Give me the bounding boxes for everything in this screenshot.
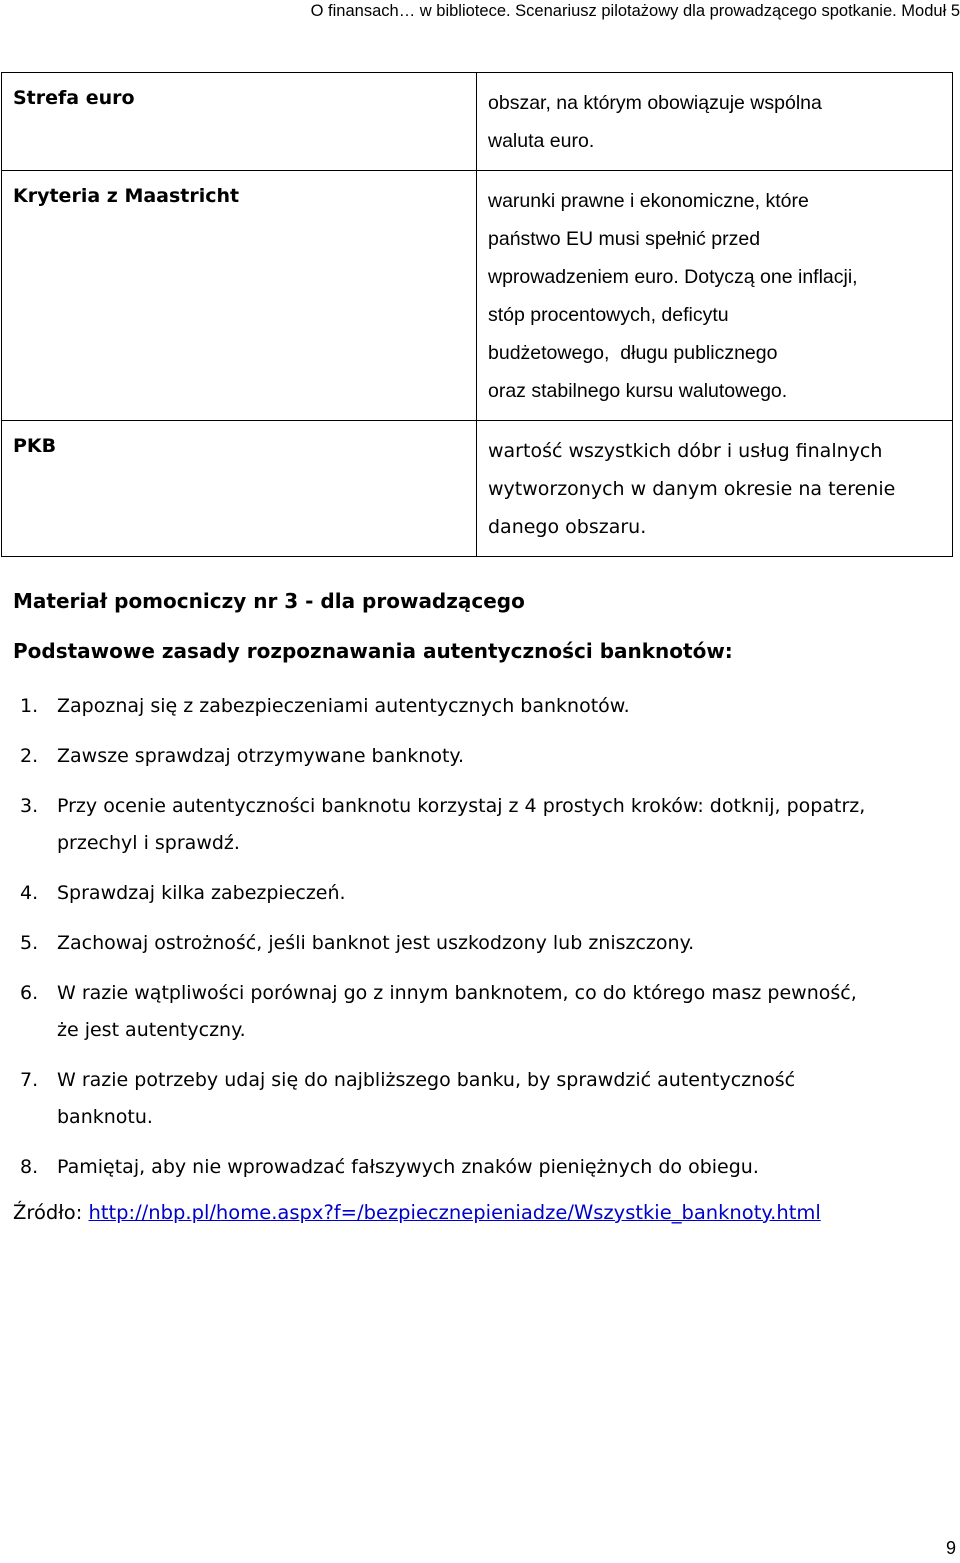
- page-number: 9: [945, 1538, 956, 1558]
- running-title: O finansach… w bibliotece. Scenariusz pilotażowy dla prowadzącego spotkanie. Moduł 5: [310, 2, 960, 20]
- item-number: 7.: [20, 1069, 39, 1091]
- glossary-definition: [477, 73, 953, 171]
- item-number: 6.: [20, 982, 39, 1004]
- list-item: [13, 925, 953, 962]
- list-item: [13, 1062, 953, 1136]
- item-text: Sprawdzaj kilka zabezpieczeń.: [57, 882, 346, 904]
- list-item: [13, 688, 953, 725]
- source-link[interactable]: http://nbp.pl/home.aspx?f=/bezpiecznepieniadze/Wszystkie_banknoty.html: [88, 1201, 821, 1224]
- definition-line: oraz stabilnego kursu walutowego.: [488, 380, 788, 402]
- definition-line: danego obszaru.: [488, 516, 647, 538]
- item-number: 5.: [20, 932, 39, 954]
- list-item: [13, 738, 953, 775]
- glossary-term: Kryteria z Maastricht: [2, 171, 477, 421]
- item-text: Zawsze sprawdzaj otrzymywane banknoty.: [57, 745, 464, 767]
- glossary-row: [2, 171, 953, 421]
- glossary-term: PKB: [2, 421, 477, 557]
- definition-line: budżetowego, długu publicznego: [488, 342, 778, 364]
- definition-line: obszar, na którym obowiązuje wspólna: [488, 92, 822, 114]
- item-text: banknotu.: [57, 1106, 153, 1128]
- item-text: Zapoznaj się z zabezpieczeniami autentycznych banknotów.: [57, 695, 630, 717]
- list-item: [13, 1149, 953, 1186]
- glossary-row: [2, 73, 953, 171]
- glossary-table: [1, 72, 953, 557]
- definition-line: wartość wszystkich dóbr i usług finalnych: [488, 440, 883, 462]
- item-number: 2.: [20, 745, 39, 767]
- source-line: [13, 1201, 953, 1224]
- glossary-definition: [477, 171, 953, 421]
- definition-line: wprowadzeniem euro. Dotyczą one inflacji,: [488, 266, 858, 288]
- definition-line: waluta euro.: [488, 130, 595, 152]
- item-text: W razie wątpliwości porównaj go z innym banknotem, co do którego masz pewność,: [57, 982, 857, 1004]
- glossary-row: [2, 421, 953, 557]
- item-number: 4.: [20, 882, 39, 904]
- glossary-definition: [477, 421, 953, 557]
- running-header: [0, 0, 960, 24]
- rules-list: [13, 688, 953, 1199]
- source-label: Źródło:: [13, 1201, 83, 1224]
- list-item: [13, 975, 953, 1049]
- list-item: [13, 875, 953, 912]
- definition-line: państwo EU musi spełnić przed: [488, 228, 761, 250]
- definition-line: warunki prawne i ekonomiczne, które: [488, 190, 809, 212]
- subsection-title: Podstawowe zasady rozpoznawania autentyczności banknotów:: [13, 639, 733, 663]
- item-text: Pamiętaj, aby nie wprowadzać fałszywych znaków pieniężnych do obiegu.: [57, 1156, 759, 1178]
- item-number: 3.: [20, 795, 39, 817]
- section-title: Materiał pomocniczy nr 3 - dla prowadzącego: [13, 589, 525, 613]
- item-number: 8.: [20, 1156, 39, 1178]
- item-text: że jest autentyczny.: [57, 1019, 246, 1041]
- list-item: [13, 788, 953, 862]
- item-text: Zachowaj ostrożność, jeśli banknot jest uszkodzony lub zniszczony.: [57, 932, 695, 954]
- item-text: przechyl i sprawdź.: [57, 832, 240, 854]
- definition-line: wytworzonych w danym okresie na terenie: [488, 478, 896, 500]
- item-number: 1.: [20, 695, 39, 717]
- item-text: Przy ocenie autentyczności banknotu korzystaj z 4 prostych kroków: dotknij, popatrz,: [57, 795, 866, 817]
- item-text: W razie potrzeby udaj się do najbliższego banku, by sprawdzić autentyczność: [57, 1069, 796, 1091]
- definition-line: stóp procentowych, deficytu: [488, 304, 729, 326]
- glossary-term: Strefa euro: [2, 73, 477, 171]
